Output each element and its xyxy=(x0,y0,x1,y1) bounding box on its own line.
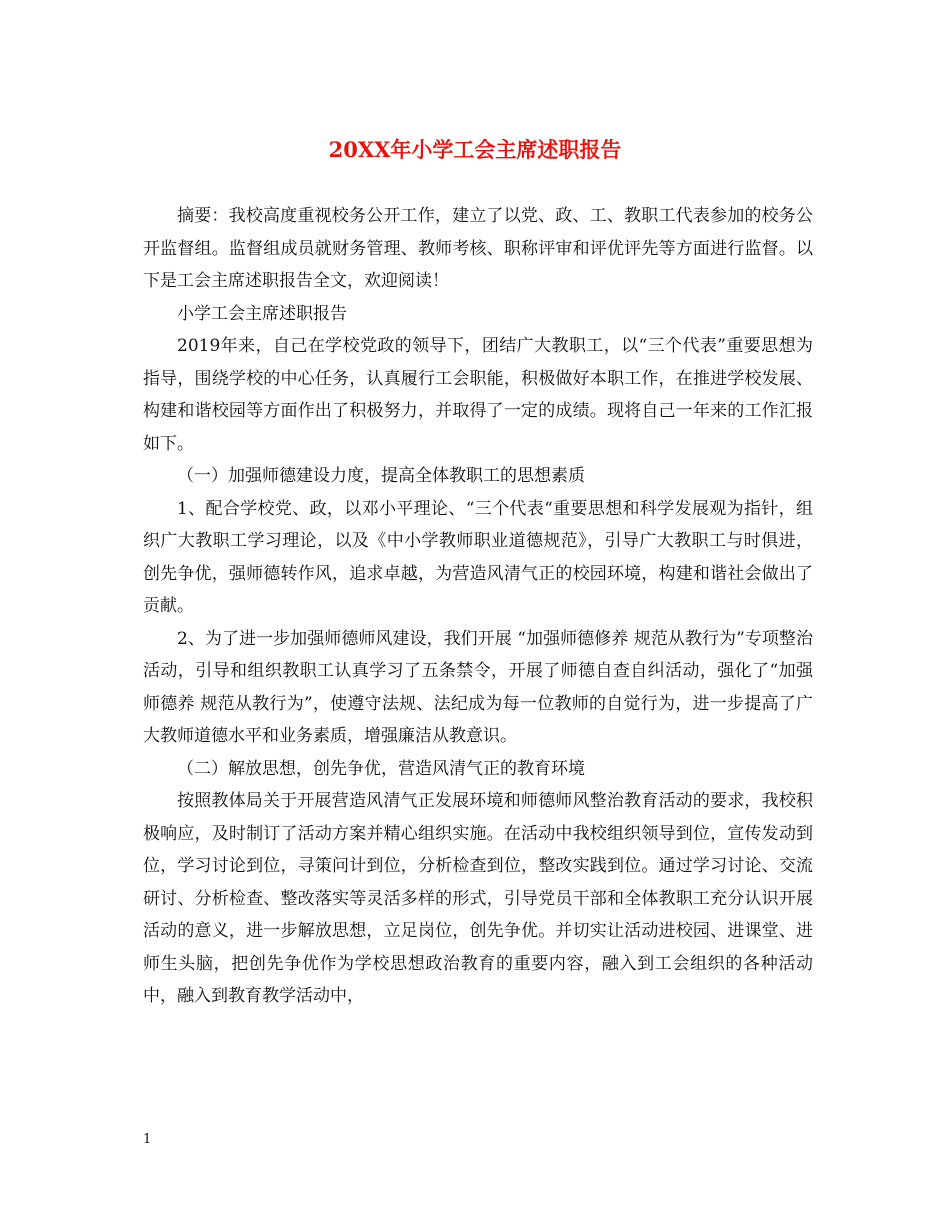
section-heading-1: （一）加强师德建设力度，提高全体教职工的思想素质 xyxy=(177,466,585,486)
report-subtitle: 小学工会主席述职报告 xyxy=(177,303,347,324)
document-title: 20XX年小学工会主席述职报告 xyxy=(328,137,622,162)
intro-paragraph: 2019年来，自己在学校党政的领导下，团结广大教职工，以“三个代表”重要思想为指导，围绕学校的中心任务，认真履行工会职能，积极做好本职工作，在推进学校发展、构建和谐校园等方面作出了积极努力，并取得了一定的成绩。现将自己一年来的工作汇报如下。 xyxy=(143,336,813,454)
body-paragraph: 按照教体局关于开展营造风清气正发展环境和师德师风整治教育活动的要求，我校积极响应，及时制订了活动方案并精心组织实施。在活动中我校组织领导到位，宣传发动到位，学习讨论到位，寻策问计到位，分析检查到位，整改实践到位。通过学习讨论、交流研讨、分析检查、整改落实等灵活多样的形式，引导党员干部和全体教职工充分认识开展活动的意义，进一步解放思想，立足岗位，创先争优。并切实让活动进校园、进课堂、进师生头脑，把创先争优作为学校思想政治教育的重要内容，融入到工会组织的各种活动中，融入到教育教学活动中， xyxy=(143,791,813,1006)
body-paragraph: 2、为了进一步加强师德师风建设，我们开展 “加强师德修养 规范从教行为”专项整治活动，引导和组织教职工认真学习了五条禁令，开展了师德自查自纠活动，强化了“加强师德养 规范从教行为”，使遵守法规、法纪成为每一位教师的自觉行为，进一步提高了广大教师道德水平和业务素质，增强廉洁从教意识。 xyxy=(143,628,813,746)
document-body xyxy=(143,200,813,1013)
abstract-paragraph: 摘要：我校高度重视校务公开工作，建立了以党、政、工、教职工代表参加的校务公开监督组。监督组成员就财务管理、教师考核、职称评审和评优评先等方面进行监督。以下是工会主席述职报告全文，欢迎阅读！ xyxy=(143,206,813,291)
body-paragraph: 1、配合学校党、政，以邓小平理论、“三个代表“重要思想和科学发展观为指针，组织广大教职工学习理论，以及《中小学教师职业道德规范》，引导广大教职工与时俱进，创先争优，强师德转作风，追求卓越，为营造风清气正的校园环境，构建和谐社会做出了贡献。 xyxy=(143,498,813,616)
section-heading-2: （二）解放思想，创先争优，营造风清气正的教育环境 xyxy=(177,758,585,779)
page-number: 1 xyxy=(143,1132,152,1147)
